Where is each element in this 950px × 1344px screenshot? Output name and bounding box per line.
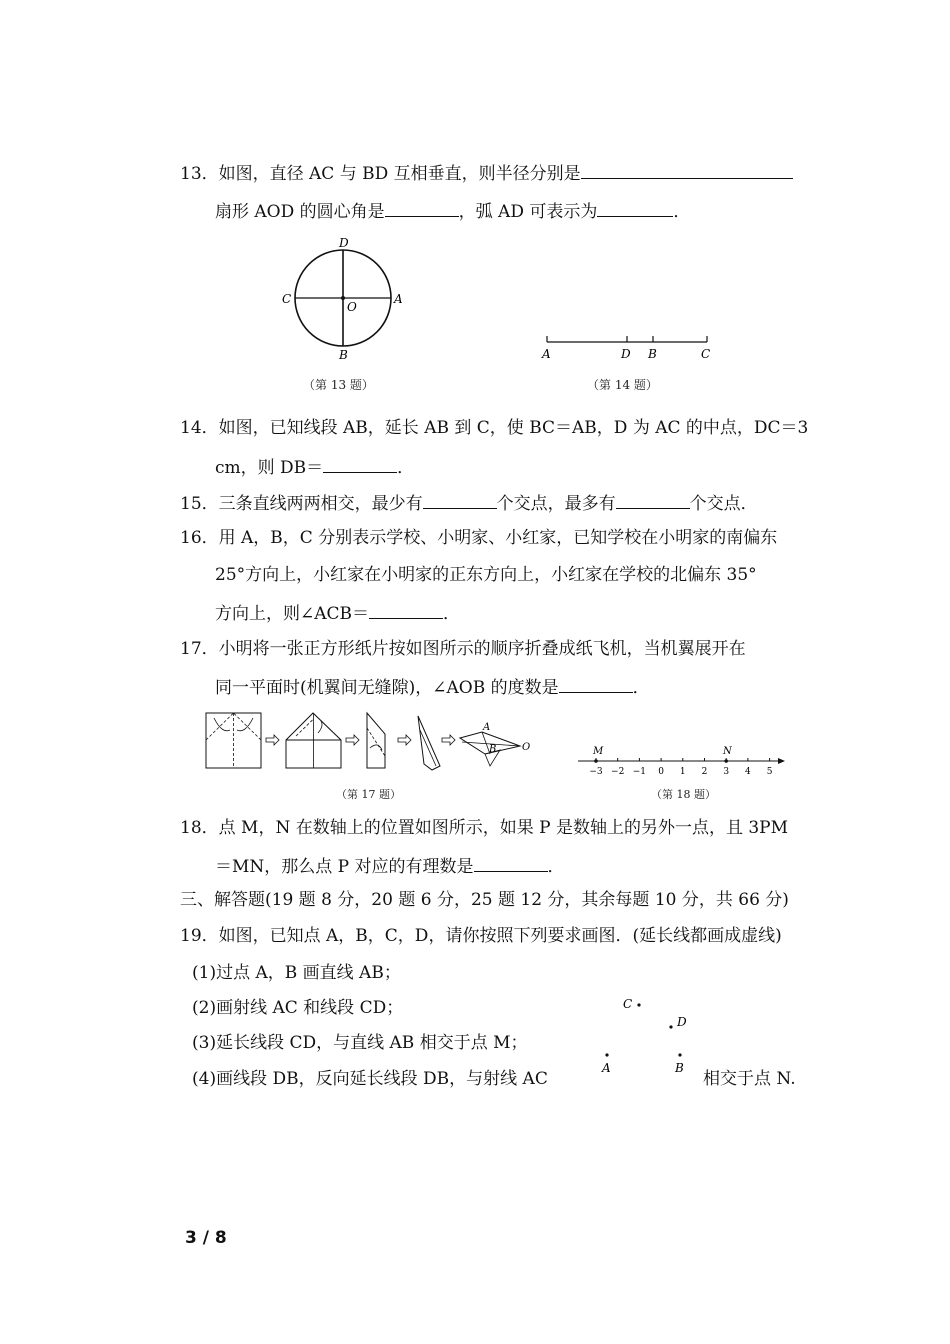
- label-C: C: [701, 347, 711, 361]
- tick-label: 5: [766, 767, 773, 777]
- tick-label: 3: [723, 767, 730, 777]
- q15-line: 15．三条直线两两相交，最少有 个交点，最多有 个交点．: [180, 490, 758, 516]
- page-number: 3 / 8: [185, 1228, 227, 1248]
- label-O: O: [347, 300, 357, 314]
- label-D: D: [621, 347, 631, 361]
- q19-item3: (3)延长线段 CD，与直线 AB 相交于点 M；: [192, 1033, 528, 1053]
- point-A: [605, 1053, 608, 1056]
- label-A: A: [602, 1061, 611, 1075]
- q18-line2: ＝MN，那么点 P 对应的有理数是 ．: [215, 853, 565, 879]
- q19-item1: (1)过点 A，B 画直线 AB；: [192, 963, 401, 983]
- q19-item4-tail: 相交于点 N.: [703, 1069, 796, 1089]
- figure-18-caption: （第 18 题）: [651, 788, 716, 801]
- label-C: C: [623, 997, 633, 1011]
- q16-line3: 方向上，则∠ACB＝ ．: [215, 600, 460, 626]
- answer-blank: [474, 853, 548, 872]
- answer-blank: [385, 198, 459, 217]
- answer-blank: [559, 674, 633, 693]
- q13-line1: 13．如图，直径 AC 与 BD 互相垂直，则半径分别是: [180, 160, 793, 186]
- q19-item2: (2)画射线 AC 和线段 CD；: [192, 998, 404, 1018]
- answer-blank: [581, 160, 793, 179]
- label-N: N: [723, 746, 732, 757]
- section-3-heading: 三、解答题(19 题 8 分，20 题 6 分，25 题 12 分，其余每题 10 分，共 66 分): [180, 890, 789, 910]
- answer-blank: [369, 600, 443, 619]
- label-B: B: [339, 348, 348, 362]
- figure-17-caption: （第 17 题）: [336, 788, 401, 801]
- point-C: [637, 1003, 640, 1006]
- figure-14-caption: （第 14 题）: [587, 378, 658, 392]
- tick-label: 4: [745, 767, 751, 777]
- label-A: A: [394, 292, 403, 306]
- figure-17-paper-plane: [200, 708, 540, 778]
- tick-label: 2: [701, 767, 708, 777]
- label-B: B: [489, 744, 497, 755]
- q16-line1: 16．用 A，B，C 分别表示学校、小明家、小红家，已知学校在小明家的南偏东: [180, 528, 778, 548]
- answer-blank: [616, 490, 690, 509]
- figure-13-caption: （第 13 题）: [303, 378, 374, 392]
- q19-item4: (4)画线段 DB，反向延长线段 DB，与射线 AC: [192, 1069, 548, 1089]
- figure-18-number-line: [575, 745, 795, 780]
- point-M: [594, 759, 598, 763]
- q14-line2: cm，则 DB＝ ．: [215, 454, 414, 480]
- tick-label: 0: [658, 767, 664, 777]
- answer-blank: [323, 454, 397, 473]
- label-B: B: [675, 1061, 684, 1075]
- answer-blank: [597, 198, 673, 217]
- q18-line1: 18．点 M，N 在数轴上的位置如图所示，如果 P 是数轴上的另外一点，且 3PM: [180, 818, 789, 838]
- point-B: [678, 1053, 681, 1056]
- q17-line2: 同一平面时(机翼间无缝隙)，∠AOB 的度数是 ．: [215, 674, 650, 700]
- figure-14-segment: [540, 330, 720, 365]
- label-O: O: [522, 742, 531, 753]
- q16-line2: 25°方向上，小红家在小明家的正东方向上，小红家在学校的北偏东 35°: [215, 565, 757, 585]
- tick-label: 1: [679, 767, 686, 777]
- tick-label: −1: [632, 767, 647, 777]
- figure-13-circle: [280, 235, 410, 365]
- point-N: [724, 759, 728, 763]
- q14-line1: 14．如图，已知线段 AB，延长 AB 到 C，使 BC＝AB，D 为 AC 的中点，DC＝3: [180, 418, 809, 438]
- label-A: A: [483, 722, 491, 733]
- point-D: [669, 1025, 672, 1028]
- label-A: A: [542, 347, 551, 361]
- label-D: D: [339, 236, 349, 250]
- label-M: M: [593, 746, 604, 757]
- figure-19-points: [595, 990, 705, 1080]
- label-B: B: [648, 347, 657, 361]
- label-C: C: [282, 292, 292, 306]
- q19-line1: 19．如图，已知点 A，B，C，D，请你按照下列要求画图．(延长线都画成虚线): [180, 926, 782, 946]
- label-D: D: [677, 1015, 687, 1029]
- tick-label: −3: [589, 767, 603, 777]
- q17-line1: 17．小明将一张正方形纸片按如图所示的顺序折叠成纸飞机，当机翼展开在: [180, 639, 746, 659]
- answer-blank: [423, 490, 497, 509]
- tick-label: −2: [611, 767, 625, 777]
- q13-line2: 扇形 AOD 的圆心角是 ，弧 AD 可表示为 ．: [215, 198, 690, 224]
